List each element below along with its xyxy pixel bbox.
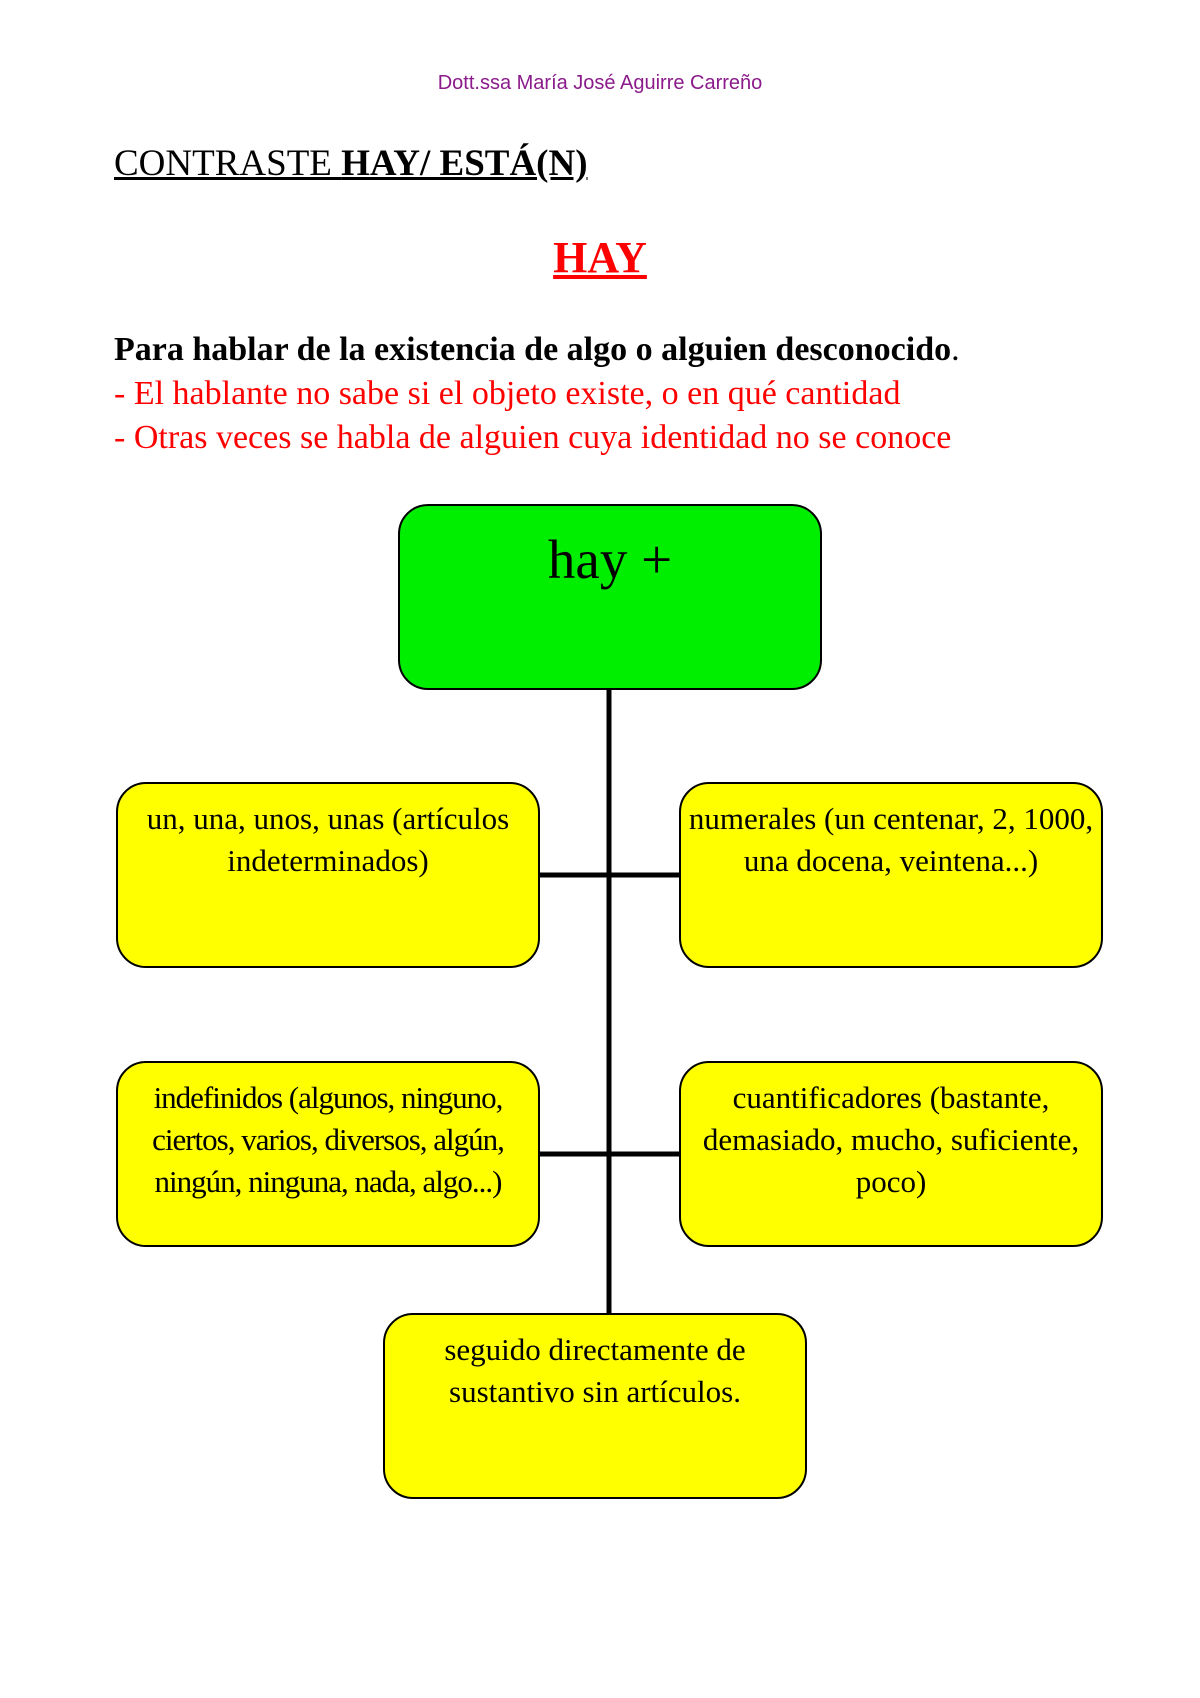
- root-node-hay: [398, 504, 822, 690]
- node-sustantivo-sin-articulos: [383, 1313, 807, 1499]
- root-node-label: hay +: [547, 529, 673, 590]
- intro-point-1: - El hablante no sabe si el objeto existe, o en qué cantidad: [114, 375, 901, 412]
- node-label: numerales (un centenar, 2, 1000, una docena, veintena...): [688, 801, 1094, 878]
- title-bold: HAY/ ESTÁ(N): [341, 143, 588, 184]
- node-label: cuantificadores (bastante, demasiado, mucho, suficiente, poco): [702, 1080, 1080, 1199]
- node-label: un, una, unos, unas (artículos indeterminados): [146, 801, 510, 878]
- node-label: indefinidos (algunos, ninguno, ciertos, varios, diversos, algún, ningún, ninguna, nada, algo...): [152, 1080, 504, 1199]
- author-header: Dott.ssa María José Aguirre Carreño: [437, 72, 763, 94]
- node-cuantificadores: [679, 1061, 1103, 1247]
- section-heading-hay: HAY: [553, 233, 647, 282]
- node-indefinidos: [116, 1061, 540, 1247]
- title-prefix: CONTRASTE: [114, 143, 342, 184]
- intro-point-2: - Otras veces se habla de alguien cuya identidad no se conoce: [114, 419, 952, 456]
- node-numerales: [679, 782, 1103, 968]
- node-articulos-indeterminados: [116, 782, 540, 968]
- intro-lead-end: .: [951, 331, 960, 368]
- node-label: seguido directamente de sustantivo sin artículos.: [444, 1332, 746, 1409]
- intro-lead: Para hablar de la existencia de algo o alguien desconocido: [114, 331, 952, 368]
